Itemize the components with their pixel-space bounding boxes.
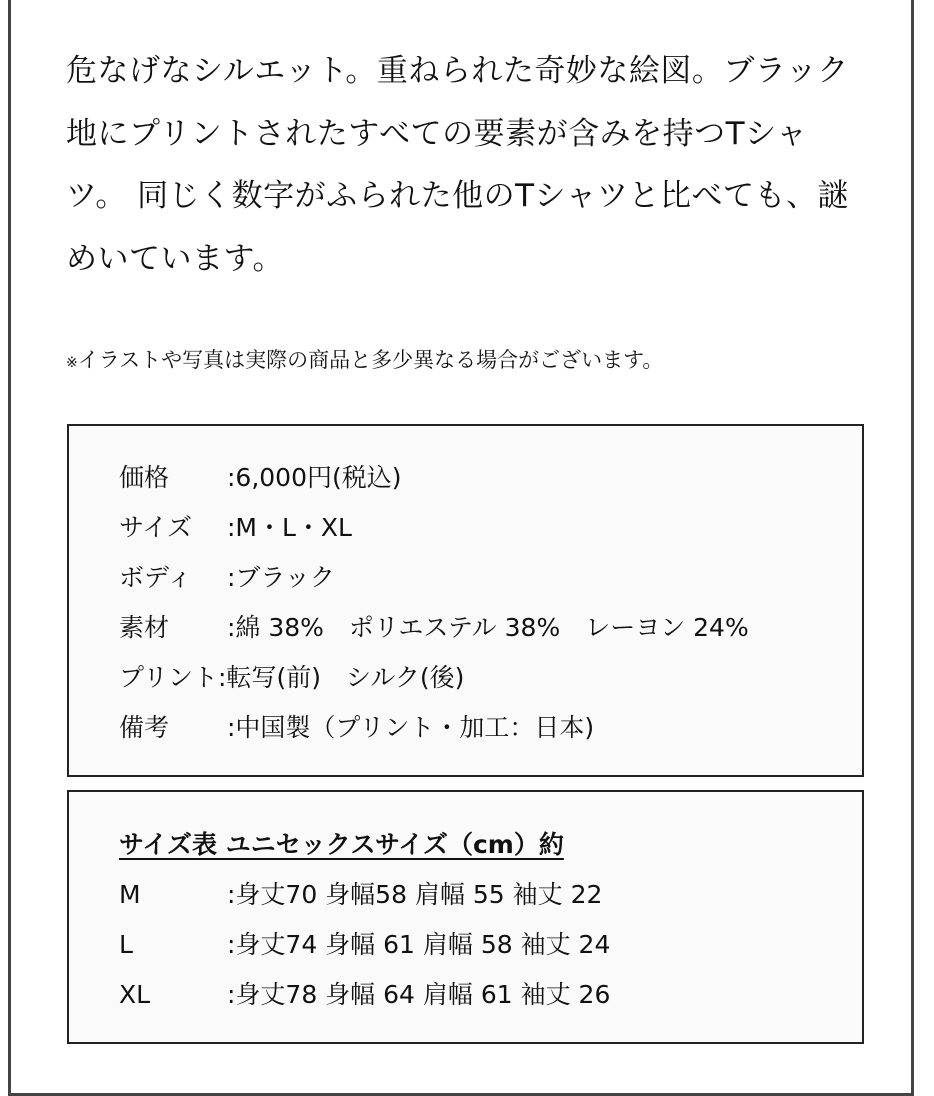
size-row-m xyxy=(119,880,602,910)
spec-value: :M・L・XL xyxy=(227,513,352,542)
disclaimer-note xyxy=(66,344,663,374)
description-line: ツ。 同じく数字がふられた他のTシャツと比べても、謎 xyxy=(66,178,849,214)
note-mark: ※ xyxy=(66,355,78,371)
spec-key: 価格 xyxy=(119,463,170,492)
spec-row-material xyxy=(119,613,749,643)
description-line: めいています。 xyxy=(66,240,285,277)
size-chart-title: サイズ表 ユニセックスサイズ（cm）約 xyxy=(119,830,564,859)
note-text: イラストや写真は実際の商品と多少異なる場合がございます。 xyxy=(77,348,664,372)
spec-key: サイズ xyxy=(119,513,193,542)
spec-row-body xyxy=(119,563,335,593)
spec-value: :6,000円(税込) xyxy=(227,463,402,492)
spec-row-print xyxy=(119,663,464,693)
size-row-xl xyxy=(119,980,610,1010)
size-label: L xyxy=(119,930,133,959)
spec-key: プリント xyxy=(119,663,219,692)
description-line: 危なげなシルエット。重ねられた奇妙な絵図。ブラック xyxy=(66,53,849,89)
size-measurements: :身丈74 身幅 61 肩幅 58 袖丈 24 xyxy=(227,930,611,959)
spec-key: 素材 xyxy=(119,613,170,642)
spec-key: ボディ xyxy=(119,563,193,592)
size-measurements: :身丈78 身幅 64 肩幅 61 袖丈 26 xyxy=(227,980,611,1009)
spec-key: 備考 xyxy=(119,713,170,742)
product-description xyxy=(66,40,866,290)
size-chart-box xyxy=(67,790,864,1044)
spec-row-price xyxy=(119,463,402,493)
spec-value: :転写(前) シルク(後) xyxy=(218,663,465,692)
spec-value: :中国製（プリント・加工：日本) xyxy=(227,713,595,742)
spec-row-remarks xyxy=(119,713,594,743)
size-row-l xyxy=(119,930,610,960)
spec-box xyxy=(67,424,864,777)
spec-row-size xyxy=(119,513,352,543)
size-label: XL xyxy=(119,980,151,1009)
size-label: M xyxy=(119,880,141,909)
size-measurements: :身丈70 身幅58 肩幅 55 袖丈 22 xyxy=(227,880,603,909)
spec-value: :綿 38% ポリエステル 38% レーヨン 24% xyxy=(227,613,749,642)
description-line: 地にプリントされたすべての要素が含みを持つTシャ xyxy=(66,115,808,152)
spec-value: :ブラック xyxy=(227,563,335,592)
